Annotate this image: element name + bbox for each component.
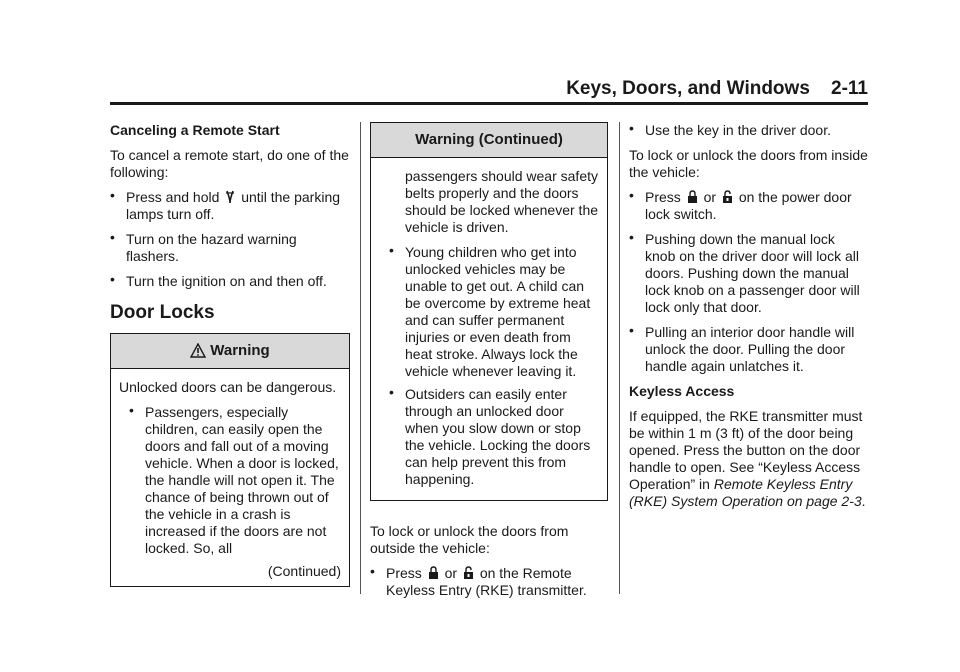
lock-icon <box>428 566 439 580</box>
header-rule <box>110 102 868 105</box>
remote-start-icon <box>225 190 235 204</box>
outside-lock-text: To lock or unlock the doors from outside the vehicle: <box>370 523 569 556</box>
warning-text: Unlocked doors can be dangerous. <box>119 379 337 395</box>
header-title <box>566 78 868 100</box>
list-item: • Turn the ignition on and then off. <box>110 271 327 289</box>
bullet-dot: • <box>129 402 134 418</box>
list-item: • Press or on the power door lock switch. <box>629 187 852 222</box>
bullet-dot: • <box>629 322 634 338</box>
lock-icon <box>687 190 698 204</box>
keyless-access-text: If equipped, the RKE transmitter must be within 1 m (3 ft) of the door being opened. Press the button on the door handle to open. See “Keyless Access Operation” in Remote Keyless Entry (RKE) System Operation on page 2-3. <box>629 408 866 509</box>
warning-header <box>111 334 349 369</box>
warning-box-continued <box>370 122 608 501</box>
bullet-dot: • <box>110 271 115 287</box>
subheading-canceling: Canceling a Remote Start <box>110 122 280 138</box>
list-item: • Turn on the hazard warning flashers. <box>110 229 297 264</box>
bullet-dot: • <box>389 242 394 258</box>
unlock-icon <box>463 566 474 580</box>
warning-triangle-icon <box>190 343 206 358</box>
list-item: • Pulling an interior door handle will unlock the door. Pulling the door handle again unlatches it. <box>629 322 855 374</box>
list-item: • Outsiders can easily enter through an unlocked door when you slow down or stop the vehicle. Locking the doors can help prevent this from happening. <box>389 384 591 487</box>
column-3 <box>629 122 869 518</box>
warning-cont-text: passengers should wear safety belts properly and the doors should be locked whenever the vehicle is driven. <box>405 168 599 235</box>
list-item: • Use the key in the driver door. <box>629 120 831 138</box>
column-1 <box>110 122 350 587</box>
list-item: • Young children who get into unlocked vehicles may be unable to get out. A child can be overcome by extreme heat and can suffer permanent injuries or even death from heat stroke. Always lock the vehicle whenever leaving it. <box>389 242 591 379</box>
warning-body <box>111 369 349 586</box>
bullet-dot: • <box>389 384 394 400</box>
chapter-title: Keys, Doors, and Windows <box>566 78 810 99</box>
subheading-keyless-access: Keyless Access <box>629 383 735 399</box>
list-item: • Press and hold until the parking lamps turn off. <box>110 187 341 222</box>
continued-label: (Continued) <box>267 563 341 579</box>
column-divider <box>619 122 620 594</box>
cross-reference-link[interactable]: Remote Keyless Entry (RKE) System Operation on page 2-3 <box>629 476 862 509</box>
section-title: Door Locks <box>110 302 215 323</box>
warning-body <box>371 158 607 500</box>
inside-lock-text: To lock or unlock the doors from inside the vehicle: <box>629 147 868 180</box>
list-item: • Press or on the Remote Keyless Entry (RKE) transmitter. <box>370 563 587 598</box>
warning-title: Warning <box>210 342 270 359</box>
bullet-dot: • <box>370 563 375 579</box>
bullet-dot: • <box>110 187 115 203</box>
bullet-dot: • <box>629 120 634 136</box>
column-2 <box>370 122 608 607</box>
warning-box <box>110 333 350 587</box>
bullet-dot: • <box>629 187 634 203</box>
bullet-dot: • <box>110 229 115 245</box>
page-number: 2-11 <box>831 78 868 99</box>
unlock-icon <box>722 190 733 204</box>
bullet-dot: • <box>629 229 634 245</box>
intro-text: To cancel a remote start, do one of the following: <box>110 147 349 180</box>
list-item: • Pushing down the manual lock knob on the driver door will lock all doors. Pushing down the manual lock knob on a passenger door will lock only that door. <box>629 229 860 315</box>
list-item: • Passengers, especially children, can easily open the doors and fall out of a moving vehicle. When a door is locked, the handle will not open it. The chance of being thrown out of the vehicle in a crash is increased if the doors are not locked. So, all <box>129 402 339 556</box>
warning-header: Warning (Continued) <box>371 123 607 158</box>
column-divider <box>360 122 361 594</box>
